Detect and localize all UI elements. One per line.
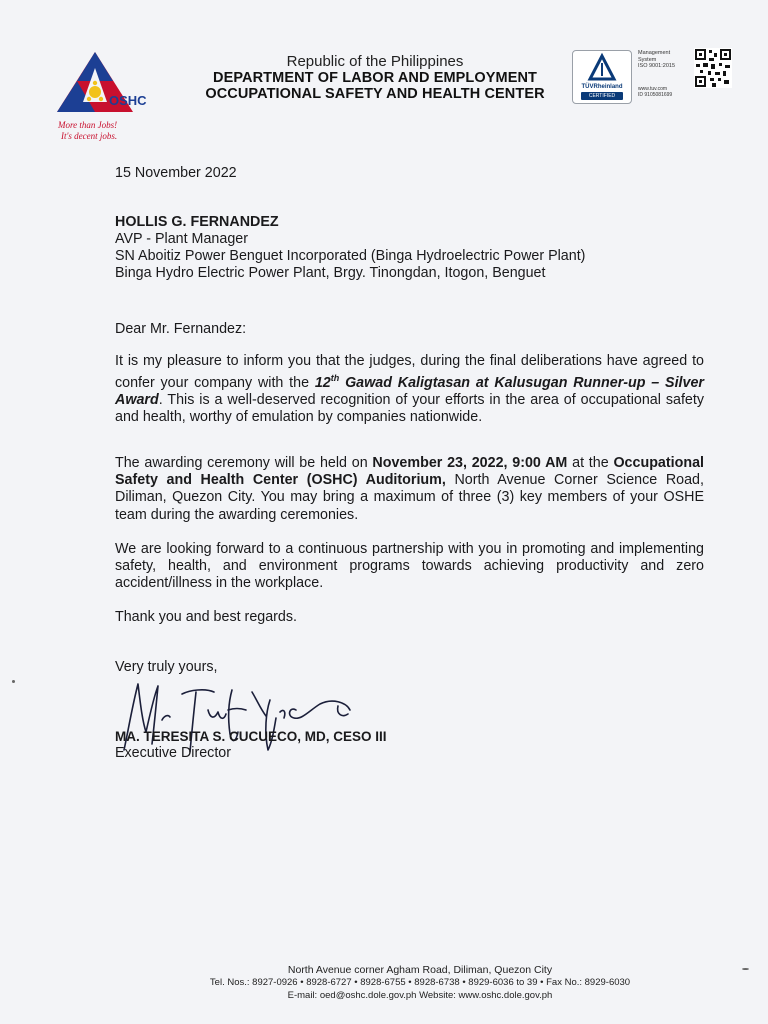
republic-line: Republic of the Philippines	[286, 53, 464, 70]
paragraph-partnership: We are looking forward to a continuous partnership with you in promoting and implementing safety, health, and environment programs towards achieving productivity and zero accident/illness in the workplace.	[115, 541, 704, 592]
department-line: DEPARTMENT OF LABOR AND EMPLOYMENT	[213, 70, 537, 86]
center-line: OCCUPATIONAL SAFETY AND HEALTH CENTER	[205, 86, 545, 102]
award-number: 12	[314, 374, 331, 391]
management-system-text: Management System ISO 9001:2015	[638, 50, 676, 69]
tuv-name: TÜVRheinland	[581, 84, 623, 90]
footer-phones: Tel. Nos.: 8927-0926 • 8928-6727 • 8928-6755 • 8928-6738 • 8929-6036 to 39 • Fax No.: 8929-6030	[209, 976, 631, 988]
ceremony-venue: Occupational Safety and Health Center (OSHC) Auditorium,	[115, 455, 705, 489]
letter-date: 15 November 2022	[115, 165, 237, 181]
signatory-title: Executive Director	[115, 745, 232, 761]
recipient-position: AVP - Plant Manager	[115, 231, 248, 247]
tuv-certified-label: CERTIFIED	[581, 92, 623, 100]
paragraph-ceremony: The awarding ceremony will be held on November 23, 2022, 9:00 AM at the Occupational Safety and Health Center (OSHC) Auditorium, North Avenue Corner Science Road, Diliman, Quezon City. You may bring a maximum of three (3) key members of your OSHE team during the awarding ceremonies.	[115, 455, 705, 523]
award-name: Gawad Kaligtasan at Kalusugan Runner-up – Silver Award	[115, 374, 704, 409]
signatory-name: MA. TERESITA S. CUCUECO, MD, CESO III	[115, 729, 387, 744]
footer-contact: E-mail: oed@oshc.dole.gov.ph Website: www.oshc.dole.gov.ph	[287, 989, 553, 1001]
oshc-logo	[55, 50, 180, 150]
logo-text: OSHC	[109, 93, 147, 108]
closing-line: Very truly yours,	[115, 659, 218, 675]
recipient-company: SN Aboitiz Power Benguet Incorporated (Binga Hydroelectric Power Plant)	[115, 248, 586, 264]
letter-footer	[150, 964, 690, 1002]
thanks-line: Thank you and best regards.	[115, 609, 297, 625]
recipient-address: Binga Hydro Electric Power Plant, Brgy. Tinongdan, Itogon, Benguet	[115, 265, 546, 281]
recipient-name: HOLLIS G. FERNANDEZ	[115, 214, 279, 230]
letterhead	[180, 53, 570, 102]
logo-tagline-1: More than Jobs!	[58, 120, 118, 130]
paragraph-award: It is my pleasure to inform you that the judges, during the final deliberations have agreed to confer your company with the 12th Gawad Kaligtasan at Kalusugan Runner-up – Silver Award. This is a well-deserved recognition of your efforts in the area of occupational safety and health, worthy of emulation by companies nationwide.	[115, 353, 704, 426]
logo-tagline-2: It's decent jobs.	[61, 131, 118, 141]
tuv-badge	[572, 50, 632, 104]
ceremony-datetime: November 23, 2022, 9:00 AM	[372, 455, 568, 471]
tuv-triangle-icon	[573, 51, 631, 85]
recipient-block	[115, 214, 585, 282]
footer-address: North Avenue corner Agham Road, Diliman, Quezon City	[287, 964, 553, 976]
qr-code-icon	[694, 48, 732, 88]
certification-id: www.tuv.com ID 9105081699	[638, 86, 673, 98]
salutation: Dear Mr. Fernandez:	[115, 321, 247, 337]
certification-block	[572, 48, 732, 108]
